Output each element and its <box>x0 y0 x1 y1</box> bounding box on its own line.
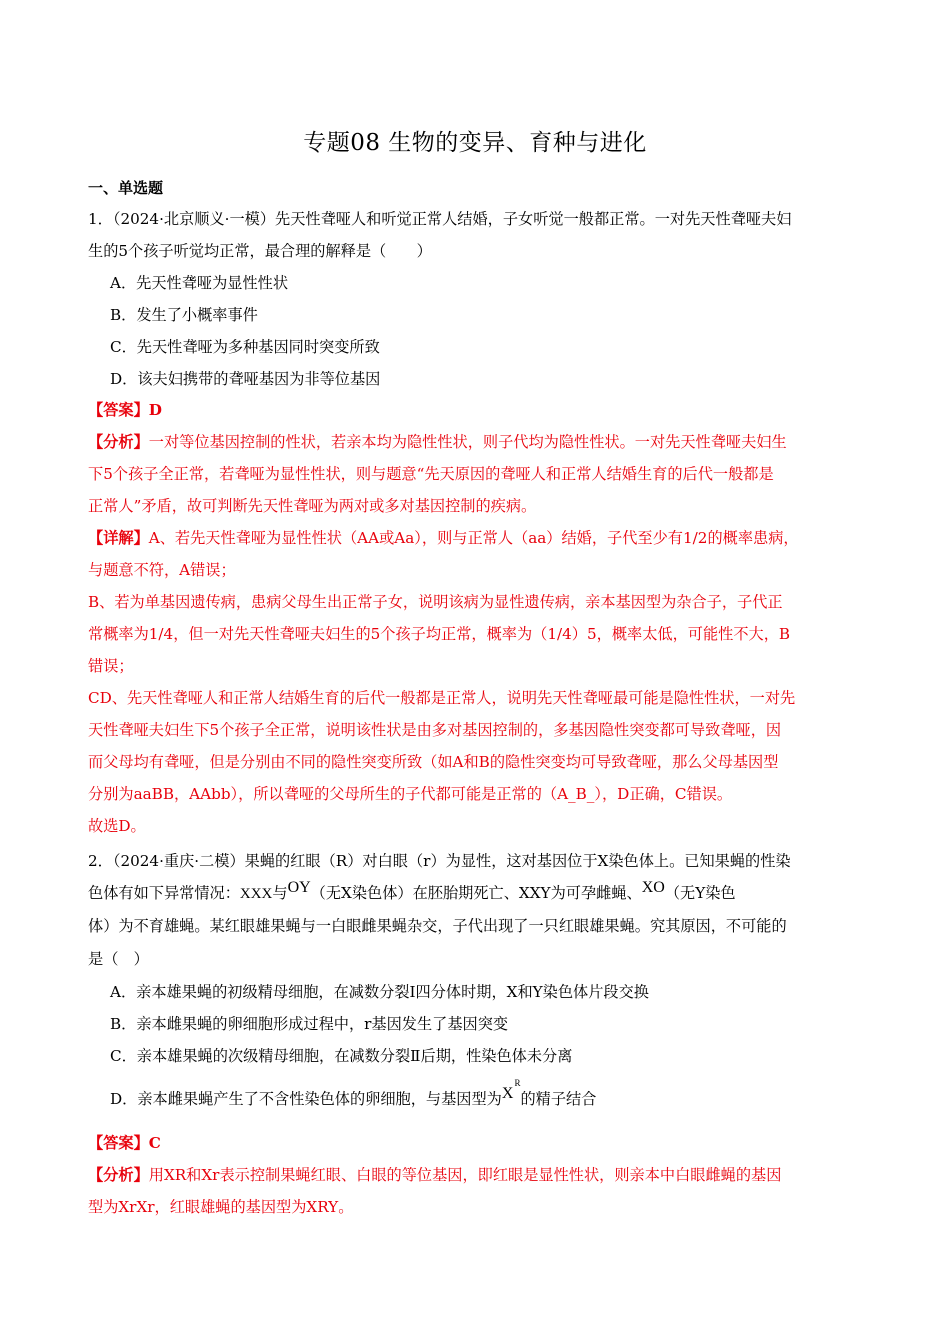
q2-stem-line-4: 是（ ） <box>88 950 149 968</box>
genotype-xr <box>501 1078 521 1102</box>
q1-analysis-line-1 <box>88 432 787 452</box>
q1-detail-line-8: 而父母均有聋哑，但是分别由不同的隐性突变所致（如A和B的隐性突变均可导致聋哑，那么父母基因型 <box>88 753 779 771</box>
analysis-text: 用XR和Xr表示控制果蝇红眼、白眼的等位基因，即红眼是显性性状，则亲本中白眼雌蝇的基因 <box>148 1166 782 1184</box>
answer-tag: 【答案】 <box>88 401 149 419</box>
q1-detail-line-3: B、若为单基因遗传病，患病父母生出正常子女，说明该病为显性遗传病，亲本基因型为杂合子，子代正 <box>88 593 783 611</box>
q1-detail-line-7: 天性聋哑夫妇生下5个孩子全正常，说明该性状是由多对基因控制的，多基因隐性突变都可导致聋哑，因 <box>88 721 782 739</box>
q1-option-c: C．先天性聋哑为多种基因同时突变所致 <box>110 338 380 356</box>
q1-answer <box>88 400 162 420</box>
q1-detail-line-4: 常概率为1/4，但一对先天性聋哑夫妇生的5个孩子均正常，概率为（1/4）5，概率太低，可能性不大，B <box>88 625 791 643</box>
analysis-text: 一对等位基因控制的性状，若亲本均为隐性性状，则子代均为隐性性状。一对先天性聋哑夫妇生 <box>148 433 787 451</box>
q1-stem-line-1: 1．（2024·北京顺义·一模）先天性聋哑人和听觉正常人结婚，子女听觉一般都正常。一对先天性聋哑夫妇 <box>88 210 792 228</box>
q1-detail-line-2: 与题意不符，A错误； <box>88 561 236 579</box>
answer-value: D <box>148 401 162 419</box>
q2-stem-line-2 <box>88 879 736 904</box>
answer-tag: 【答案】 <box>88 1134 149 1152</box>
page-title: 专题08 生物的变异、育种与进化 <box>303 130 647 156</box>
q2-analysis-line-2: 型为XrXr，红眼雄蝇的基因型为XRY。 <box>88 1198 354 1216</box>
q1-option-b: B．发生了小概率事件 <box>110 306 258 324</box>
genotype-xxx: XXX <box>239 886 273 902</box>
section-heading: 一、单选题 <box>88 179 164 197</box>
q1-detail-line-9: 分别为aaBB，AAbb），所以聋哑的父母所生的子代都可能是正常的（A_B_），D正确，C错误。 <box>88 785 733 803</box>
q1-detail-line-10: 故选D。 <box>88 817 146 835</box>
q1-stem-line-2: 生的5个孩子听觉均正常，最合理的解释是（ ） <box>88 242 432 260</box>
q2-stem-text: 与 <box>272 884 288 902</box>
q2-option-b: B．亲本雌果蝇的卵细胞形成过程中，r基因发生了基因突变 <box>110 1015 509 1033</box>
genotype-x: X <box>501 1085 514 1102</box>
q2-stem-text: （无X染色体）在胚胎期死亡、XXY为可孕雌蝇、 <box>310 884 642 902</box>
analysis-tag: 【分析】 <box>88 1166 149 1184</box>
q2-option-d-text: D．亲本雌果蝇产生了不含性染色体的卵细胞，与基因型为 <box>110 1090 502 1108</box>
q2-option-a: A．亲本雄果蝇的初级精母细胞，在减数分裂Ⅰ四分体时期，X和Y染色体片段交换 <box>110 983 649 1001</box>
detail-text: A、若先天性聋哑为显性性状（AA或Aa），则与正常人（aa）结婚，子代至少有1/2的概率患病， <box>148 529 799 547</box>
genotype-oy: OY <box>287 879 311 896</box>
q1-analysis-line-2: 下5个孩子全正常，若聋哑为显性性状，则与题意“先天原因的聋哑人和正常人结婚生育的后代一般都是 <box>88 465 774 483</box>
q2-analysis-line-1 <box>88 1165 781 1185</box>
genotype-superscript: R <box>514 1078 521 1088</box>
q1-detail-line-6: CD、先天性聋哑人和正常人结婚生育的后代一般都是正常人，说明先天性聋哑最可能是隐性性状，一对先 <box>88 689 796 707</box>
q1-option-a: A．先天性聋哑为显性性状 <box>110 274 289 292</box>
genotype-xo: XO <box>641 879 665 896</box>
q2-option-d <box>110 1078 597 1111</box>
q2-option-d-text: 的精子结合 <box>520 1090 597 1108</box>
detail-tag: 【详解】 <box>88 529 149 547</box>
q1-analysis-line-3: 正常人”矛盾，故可判断先天性聋哑为两对或多对基因控制的疾病。 <box>88 497 537 515</box>
q2-answer <box>88 1133 161 1153</box>
q2-option-c: C．亲本雄果蝇的次级精母细胞，在减数分裂Ⅱ后期，性染色体未分离 <box>110 1047 573 1065</box>
q2-stem-line-3: 体）为不育雄蝇。某红眼雄果蝇与一白眼雌果蝇杂交，子代出现了一只红眼雄果蝇。究其原因，不可能的 <box>88 917 787 935</box>
q1-option-d: D．该夫妇携带的聋哑基因为非等位基因 <box>110 370 381 388</box>
answer-value: C <box>148 1134 161 1152</box>
q1-detail-line-1 <box>88 528 799 548</box>
q2-stem-line-1: 2．（2024·重庆·二模）果蝇的红眼（R）对白眼（r）为显性，这对基因位于X染色体上。已知果蝇的性染 <box>88 852 791 870</box>
q2-stem-text: 色体有如下异常情况： <box>88 884 240 902</box>
q1-detail-line-5: 错误； <box>88 657 134 675</box>
q2-stem-text: （无Y染色 <box>664 884 736 902</box>
analysis-tag: 【分析】 <box>88 433 149 451</box>
